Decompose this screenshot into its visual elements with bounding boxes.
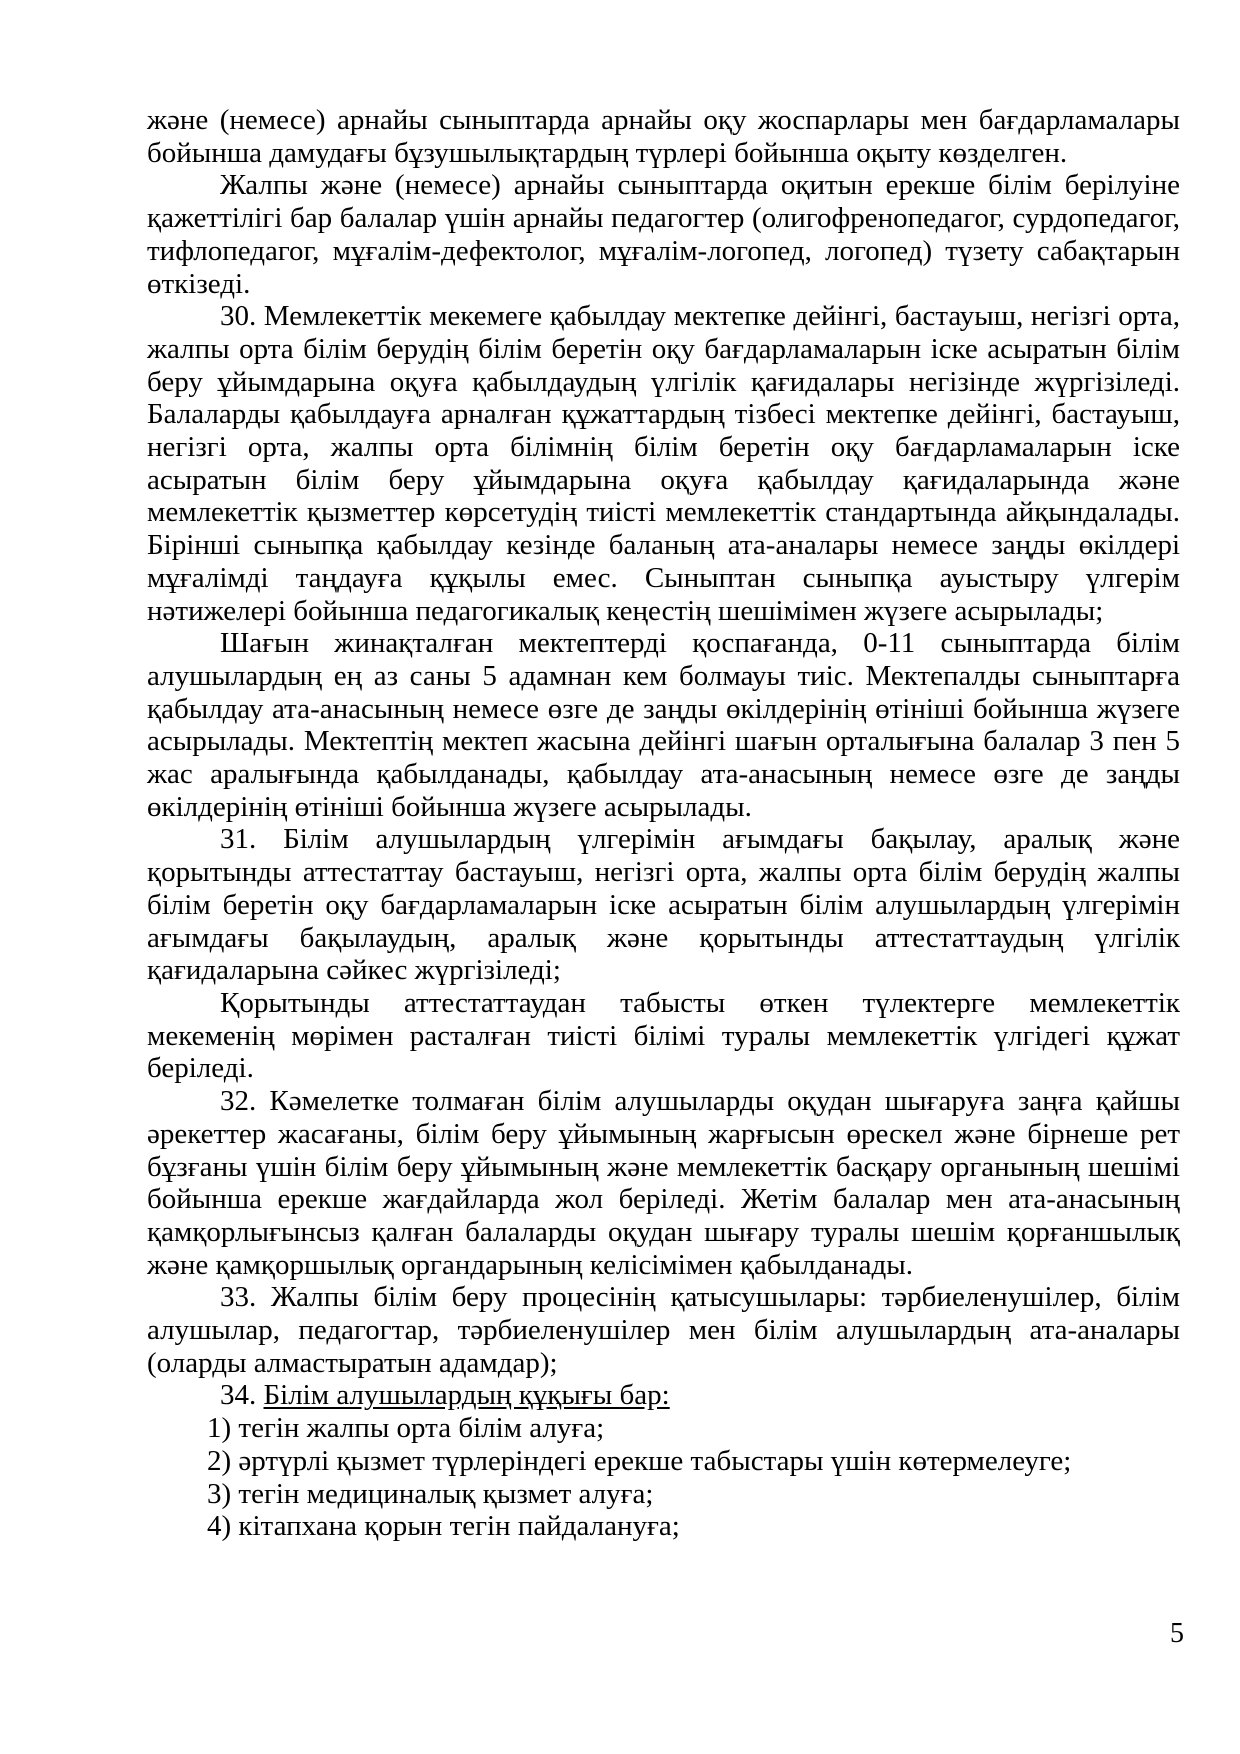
paragraph-special-teachers: Жалпы және (немесе) арнайы сыныптарда оқитын ерекше білім берілуіне қажеттілігі бар балалар үшін арнайы педагогтер (олигофренопедагог, сурдопедагог, тифлопедагог, мұғалім-дефектолог, мұғалім-логопед, логопед) түзету сабақтарын өткізеді. [147, 169, 1180, 300]
rights-list-item-2: 2) әртүрлі қызмет түрлеріндегі ерекше табыстары үшін көтермелеуге; [207, 1444, 1072, 1477]
paragraph-clause-31: 31. Білім алушылардың үлгерімін ағымдағы бақылау, аралық және қорытынды аттестаттау бастауыш, негізгі орта, жалпы орта білім берудің жалпы білім беретін оқу бағдарламаларын іске асыратын білім алушылардың үлгерімін ағымдағы бақылаудың, аралық және қорытынды аттестаттаудың үлгілік қағидаларына сәйкес жүргізіледі; [147, 823, 1180, 987]
paragraph-small-schools: Шағын жинақталған мектептерді қоспағанда, 0-11 сыныптарда білім алушылардың ең аз саны 5 адамнан кем болмауы тиіс. Мектепалды сыныптарға қабылдау ата-анасының немесе өзге де заңды өкілдерінің өтініші бойынша жүзеге асырылады. Мектептің мектеп жасына дейінгі шағын орталығына балалар 3 пен 5 жас аралығында қабылданады, қабылдау ата-анасының немесе өзге де заңды өкілдерінің өтініші бойынша жүзеге асырылады. [147, 627, 1180, 823]
document-body [147, 104, 1180, 1543]
rights-list-item-3: 3) тегін медициналық қызмет алуға; [207, 1477, 654, 1510]
paragraph-clause-32: 32. Кәмелетке толмаған білім алушыларды оқудан шығаруға заңға қайшы әрекеттер жасағаны, білім беру ұйымының жарғысын өрескел және бірнеше рет бұзғаны үшін білім беру ұйымының және мемлекеттік басқару органының шешімі бойынша ерекше жағдайларда жол беріледі. Жетім балалар мен ата-анасының қамқорлығынсыз қалған балаларды оқудан шығару туралы шешім қорғаншылық және қамқоршылық органдарының келісімімен қабылданады. [147, 1085, 1180, 1281]
clause-34-title: Білім алушылардың құқығы бар: [263, 1379, 670, 1412]
clause-34-number: 34. [220, 1379, 257, 1412]
paragraph-clause-30: 30. Мемлекеттік мекемеге қабылдау мектепке дейінгі, бастауыш, негізгі орта, жалпы орта білім берудің білім беретін оқу бағдарламаларын іске асыратын білім беру ұйымдарына оқуға қабылдаудың үлгілік қағидалары негізінде жүргізіледі. Балаларды қабылдауға арналған құжаттардың тізбесі мектепке дейінгі, бастауыш, негізгі орта, жалпы орта білімнің білім беретін оқу бағдарламаларын іске асыратын білім беру ұйымдарына оқуға қабылдау қағидаларында және мемлекеттік қызметтер көрсетудің тиісті мемлекеттік стандартында айқындалады. Бірінші сыныпқа қабылдау кезінде баланың ата-аналары немесе заңды өкілдері мұғалімді таңдауға құқылы емес. Сыныптан сыныпқа ауыстыру үлгерім нәтижелері бойынша педагогикалық кеңестің шешімімен жүзеге асырылады; [147, 300, 1180, 627]
paragraph-final-attestation: Қорытынды аттестаттаудан табысты өткен түлектерге мемлекеттік мекеменің мөрімен расталған тиісті білімі туралы мемлекеттік үлгідегі құжат беріледі. [147, 986, 1180, 1085]
rights-list-item-1: 1) тегін жалпы орта білім алуға; [207, 1412, 605, 1445]
rights-list-item-4: 4) кітапхана қорын тегін пайдалануға; [207, 1510, 680, 1543]
paragraph-clause-33: 33. Жалпы білім беру процесінің қатысушылары: тәрбиеленушілер, білім алушылар, педагогтар, тәрбиеленушілер мен білім алушылардың ата-аналары (оларды алмастыратын адамдар); [147, 1281, 1180, 1379]
paragraph-intro-continuation: және (немесе) арнайы сыныптарда арнайы оқу жоспарлары мен бағдарламалары бойынша дамудағы бұзушылықтардың түрлері бойынша оқыту көзделген. [147, 104, 1180, 169]
page-number: 5 [1170, 1618, 1184, 1649]
clause-34-heading [147, 1379, 1180, 1412]
